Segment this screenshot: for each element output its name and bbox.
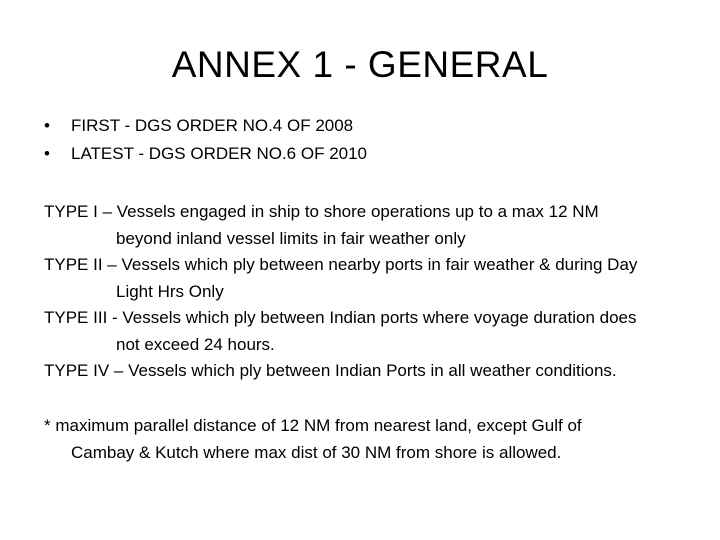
type-entry-i: [44, 199, 700, 252]
type-entry-iii: [44, 305, 700, 358]
bullet-text: LATEST - DGS ORDER NO.6 OF 2010: [71, 144, 368, 163]
type-line: TYPE IV – Vessels which ply between Indian Ports in all weather conditions.: [44, 361, 617, 380]
type-entry-ii: [44, 252, 700, 305]
bullet-item-latest-order: [44, 140, 684, 168]
type-line: TYPE I – Vessels engaged in ship to shore operations up to a max 12 NM: [44, 202, 599, 221]
bullet-text: FIRST - DGS ORDER NO.4 OF 2008: [71, 116, 354, 135]
footnote-line: * maximum parallel distance of 12 NM from nearest land, except Gulf of: [44, 416, 582, 435]
vessel-type-list: [44, 199, 700, 385]
type-continuation: not exceed 24 hours.: [116, 334, 275, 354]
type-line: TYPE III - Vessels which ply between Indian ports where voyage duration does: [44, 308, 637, 327]
type-continuation: Light Hrs Only: [116, 281, 224, 301]
type-line: TYPE II – Vessels which ply between nearby ports in fair weather & during Day: [44, 255, 638, 274]
bullet-list: [44, 112, 684, 168]
footnote-continuation: Cambay & Kutch where max dist of 30 NM from shore is allowed.: [71, 442, 562, 462]
bullet-icon: •: [44, 144, 50, 163]
bullet-icon: •: [44, 116, 50, 135]
type-entry-iv: [44, 358, 700, 385]
bullet-item-first-order: [44, 112, 684, 140]
footnote: [44, 413, 700, 466]
slide-title: ANNEX 1 - GENERAL: [171, 44, 549, 85]
type-continuation: beyond inland vessel limits in fair weather only: [116, 228, 466, 248]
